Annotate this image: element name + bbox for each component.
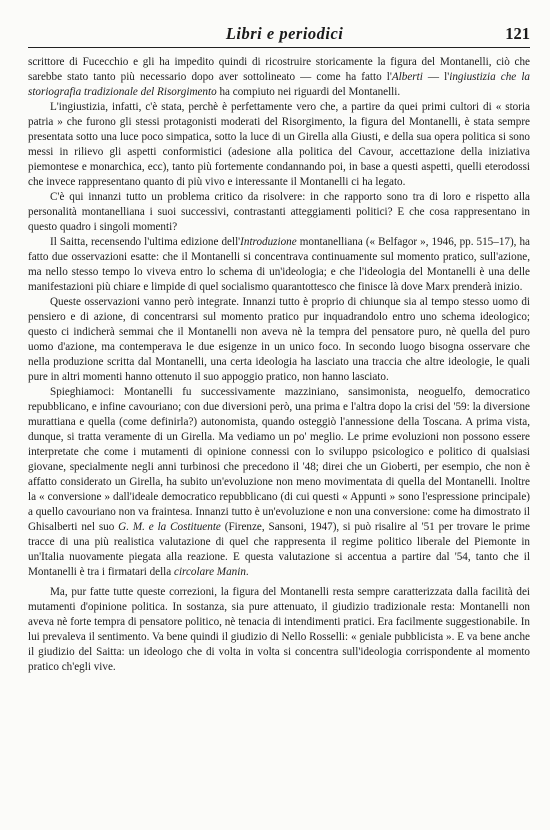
text-run: Spieghiamoci: Montanelli fu successivamente mazziniano, sansimonista, neoguelfo, democratico repubblicano, e infine cavouriano; con due diversioni però, una prima e l'altra dopo la crisi del '59: la diversione murattiana e quella (come definirla?) autonomista, quando osteggiò l'annessione della Toscana. A prima vista, dunque, si tratta veramente di un Girella. Ma vediamo un po' meglio. Le prime evoluzioni non possono essere interpretate che come i mutamenti di opinione connessi con lo sviluppo psicologico e politico di qualsiasi giovane, specialmente negli anni turbinosi che precedono il '48; direi che un Gioberti, per esempio, che non è affatto considerato un Girella, ha subito un'evoluzione non meno movimentata di quella del Montanelli. Inoltre la « conversione » dall'ideale democratico repubblicano (di cui questi « Appunti » sono l'espressione principale) a quello cavouriano non va fraintesa. Innanzi tutto è un'evoluzione e non una conversione: come ha dimostrato il Ghisalberti nel suo	[28, 386, 530, 533]
italic-run: G. M. e la Costituente	[118, 521, 221, 533]
body-paragraph	[28, 385, 530, 580]
running-title: Libri e periodici	[225, 24, 344, 43]
body-paragraph	[28, 585, 530, 675]
text-run: montanelliana (« Belfagor », 1946, pp. 515–17), ha fatto due osservazioni esatte: che il Montanelli si concentrava continuamente sul momento pratico, sull'azione, ma nello stesso tempo lo viveva entro lo schema di un'ideologia; e che l'ideologia del Montanelli è una delle manifestazioni più chiare e limpide di quel socialismo quarantottesco che finisce là dove Marx prenderà inizio.	[28, 236, 530, 293]
text-run: (Firenze, Sansoni, 1947), si può risalire al '51 per trovare le prime tracce di una più realistica valutazione di quel che rappresenta il regime politico liberale del Piemonte in un'Italia nuovamente piegata alla reazione. E questa valutazione si accentua a partire dal '54, tanto che il Montanelli è tra i firmatari della	[28, 521, 530, 578]
text-run: .	[245, 566, 249, 578]
italic-run: Introduzione	[240, 236, 297, 248]
text-run: scrittore di Fucecchio e gli ha impedito quindi di ricostruire storicamente la figura del Montanelli, ciò che sarebbe stato tanto più necessario dopo aver sottolineato — come ha fatto l'	[28, 56, 530, 83]
body-paragraph	[28, 235, 530, 295]
article-body	[28, 55, 530, 675]
body-paragraph	[28, 55, 530, 100]
text-run: C'è qui innanzi tutto un problema critico da risolvere: in che rapporto sono tra di loro e rispetto alla personalità montanelliana i suoi successivi, contrastanti atteggiamenti politici? E che cosa rappresentano in questo quadro i singoli momenti?	[28, 191, 530, 233]
text-run: Ma, pur fatte tutte queste correzioni, la figura del Montanelli resta sempre caratterizzata dalla facilità dei mutamenti d'opinione politica. In sostanza, sia pure attenuato, il giudizio tradizionale resta: Montanelli non aveva nè forte tempra di pensatore politico, nè tenacia di intendimenti pratici. Era facilmente suggestionabile. In lui prevaleva il sentimento. Va bene quindi il giudizio di Nello Rosselli: « geniale pubblicista ». E va bene anche il giudizio del Saitta: un ideologo che di volta in volta si concentra sull'ideologia corrispondente al momento pratico ch'egli vive.	[28, 586, 530, 673]
header-rule	[28, 47, 530, 48]
page-header	[28, 14, 530, 44]
body-paragraph	[28, 190, 530, 235]
text-run: Il Saitta, recensendo l'ultima edizione dell'	[50, 236, 241, 248]
text-run: Queste osservazioni vanno però integrate. Innanzi tutto è proprio di chiunque sia al tempo stesso uomo di pensiero e di azione, di concentrarsi sul momento pratico pur inquadrandolo entro uno schema ideologico; questo ci indicherà semmai che il Montanelli non aveva nè la tempra del pensatore puro, nè quella del puro uomo d'azione, ma contemperava le due esigenze in un unico foco. In secondo luogo bisogna osservare che nella produzione scritta dal Montanelli, una certa ideologia ha lasciato una traccia che altre ideologie, le quali pure in altri momenti hanno ottenuto il suo appoggio pratico, non hanno lasciato.	[28, 296, 530, 383]
text-run: L'ingiustizia, infatti, c'è stata, perchè è perfettamente vero che, a partire da quei primi cultori di « storia patria » che furono gli stessi protagonisti moderati del Risorgimento, la figura del Montanelli, è stata sempre presentata sotto una luce poco simpatica, sotto la luce di un Girella alla Giusti, e della sua opera politica si sono messi in rilievo gli aspetti conformistici (adesione alla politica del Cavour, accettazione della iniziativa piemontese e monarchica, ecc), tanto più fortemente condannando poi, in base a questi aspetti, quelli eterodossi che invece rappresentano quanto di più vivo e interessante il Montanelli ci ha legato.	[28, 101, 530, 188]
italic-run: circolare Manin	[174, 566, 246, 578]
body-paragraph	[28, 295, 530, 385]
page-number: 121	[505, 24, 530, 43]
italic-run: Alberti	[391, 71, 423, 83]
text-run: ha compiuto nei riguardi del Montanelli.	[216, 86, 401, 98]
text-run: — l'	[422, 71, 450, 83]
body-paragraph	[28, 100, 530, 190]
italic-run: ingiustizia che la storiografia tradizionale del Risorgimento	[28, 71, 530, 98]
